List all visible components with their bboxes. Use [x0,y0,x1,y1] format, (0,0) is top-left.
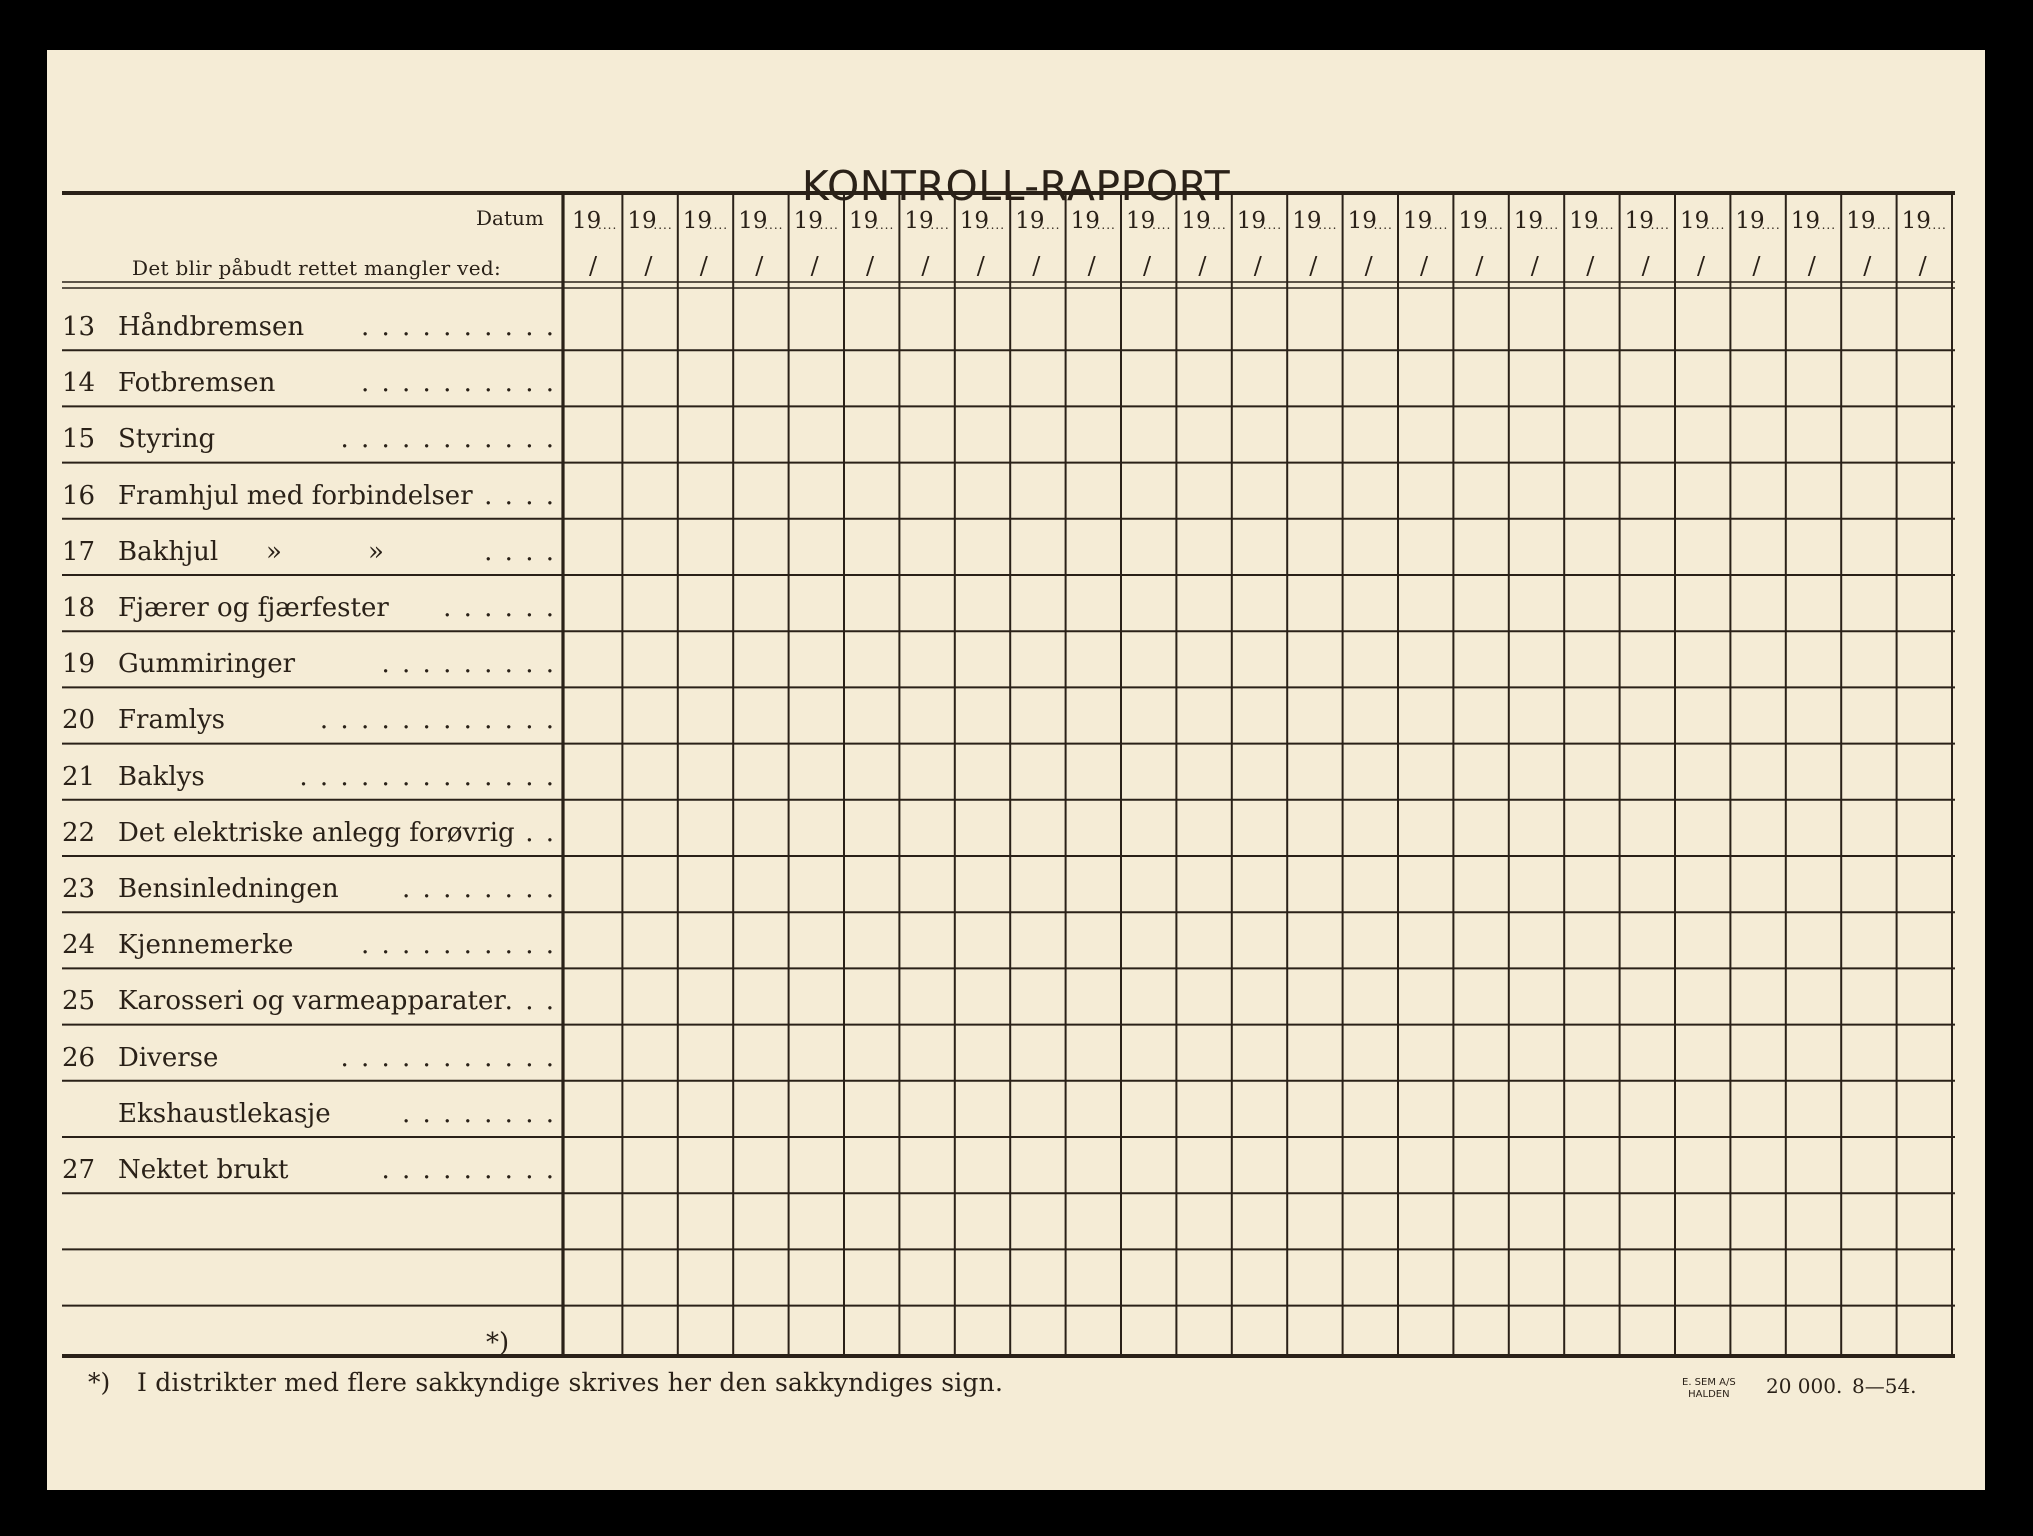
date-separator: / [1253,252,1262,280]
row-number: 17 [62,536,96,567]
row-number: 15 [62,424,96,455]
dot-leader: . . . . . . . . . . [360,312,556,342]
date-separator: / [1807,252,1816,280]
date-separator: / [1697,252,1706,280]
date-separator: / [921,252,930,280]
date-year-dots: .... [1373,218,1393,232]
date-year-dots: .... [1816,218,1837,232]
date-year: 19 [572,208,602,234]
row-label: Fotbremsen [118,368,276,399]
row-number: 16 [62,480,96,511]
date-year: 19 [1790,208,1821,234]
date-separator: / [589,252,598,280]
date-year: 19 [849,208,879,234]
date-year: 19 [1569,208,1599,234]
datum-label: Datum [476,206,544,230]
date-year: 19 [1735,208,1765,234]
date-year: 19 [1347,208,1377,234]
date-year: 19 [1236,208,1267,234]
date-separator: / [1309,252,1318,280]
date-separator: / [699,252,708,280]
row-number: 20 [62,705,96,736]
date-year: 19 [1070,208,1100,234]
date-year-dots: .... [1318,218,1338,232]
row-number: 14 [62,368,96,399]
date-separator: / [1641,252,1650,280]
row-number: 21 [62,761,96,792]
date-year-dots: .... [1872,218,1892,232]
row-label: Styring [118,424,216,455]
dot-leader: . . . . . . . . . . . [340,424,556,455]
date-year: 19 [1403,208,1433,234]
date-year-dots: .... [1706,218,1726,232]
date-year-dots: .... [930,218,950,232]
date-year-dots: .... [875,218,895,232]
row-label: Framlys [118,705,225,736]
date-separator: / [644,252,653,280]
dot-leader: . . . . . . [443,593,556,623]
date-separator: / [1530,252,1539,280]
dot-leader: . . . . . . . . [402,874,556,904]
row-number: 24 [62,930,96,961]
date-separator: / [810,252,819,280]
date-year: 19 [1126,208,1156,234]
date-separator: / [1198,252,1207,280]
date-year-dots: .... [1595,218,1615,232]
date-separator: / [1586,252,1595,280]
date-year-dots: .... [1152,218,1172,232]
date-year: 19 [1513,208,1544,234]
date-separator: / [1752,252,1761,280]
date-year-dots: .... [1650,218,1670,232]
dot-leader: . . . . . . . . . [381,649,556,680]
row-label: Kjennemerke [118,930,294,961]
date-separator: / [1918,252,1927,280]
date-year: 19 [959,208,990,234]
date-year-dots: .... [985,218,1006,232]
date-separator: / [1863,252,1872,280]
row-label: Bakhjul [118,536,219,567]
row-number: 27 [62,1155,96,1185]
printer-city: HALDEN [1688,1389,1730,1400]
date-year: 19 [1181,208,1211,234]
date-separator: / [1143,252,1152,280]
date-year-dots: .... [598,218,618,232]
date-year: 19 [904,208,934,234]
date-separator: / [1420,252,1429,280]
dot-leader: . . . . [484,480,556,511]
row-label: Ekshaustlekasje [118,1098,331,1129]
date-year: 19 [1680,208,1710,234]
date-year-dots: .... [1207,218,1227,232]
row-number: 19 [62,649,96,680]
date-year: 19 [1458,208,1488,234]
footnote-marker: *) [88,1368,111,1397]
date-year: 19 [1015,208,1045,234]
row-label: Nektet brukt [118,1155,289,1185]
signature-marker: *) [486,1327,510,1358]
printer-name: E. SEM A/S [1682,1377,1736,1388]
row-number: 26 [62,1042,96,1073]
date-separator: / [1087,252,1096,280]
date-year: 19 [738,208,768,234]
footnote-text: I distrikter med flere sakkyndige skrives her den sakkyndiges sign. [137,1368,1004,1397]
date-year: 19 [682,208,713,234]
date-year-dots: .... [764,218,784,232]
date-separator: / [1364,252,1373,280]
dot-leader: . . . . . . . . . . . . [319,705,556,736]
date-separator: / [1032,252,1041,280]
row-label: Bensinledningen [118,874,339,904]
row-label: Fjærer og fjærfester [118,593,389,623]
date-separator: / [1475,252,1484,280]
date-year-dots: .... [1761,218,1781,232]
instruction-label: Det blir påbudt rettet mangler ved: [132,256,501,280]
date-year-dots: .... [1429,218,1449,232]
date-year: 19 [1624,208,1654,234]
dot-leader: . . . . [484,536,556,567]
dot-leader: . . . . . . . . . . . [340,1042,556,1073]
dot-leader: . . [525,817,556,848]
date-separator: / [755,252,764,280]
dot-leader: . . . . . . . . . [381,1155,556,1185]
date-year: 19 [1901,208,1931,234]
date-separator: / [976,252,985,280]
date-separator: / [866,252,875,280]
row-number: 22 [62,817,96,848]
dot-leader: . . . [504,986,556,1017]
date-year: 19 [627,208,657,234]
ditto-mark: » [266,536,282,567]
date-year-dots: .... [1539,218,1560,232]
date-year-dots: .... [1041,218,1061,232]
date-year-dots: .... [819,218,839,232]
date-year-dots: .... [653,218,673,232]
row-label: Karosseri og varmeapparater [118,986,506,1017]
row-label: Diverse [118,1042,219,1073]
date-year: 19 [1292,208,1322,234]
row-number: 23 [62,874,96,904]
row-label: Det elektriske anlegg forøvrig [118,817,515,848]
date-year: 19 [793,208,823,234]
row-number: 25 [62,986,96,1017]
page-title: KONTROLL-RAPPORT [801,162,1231,210]
ditto-mark: » [368,536,384,567]
row-label: Framhjul med forbindelser [118,480,473,511]
printer-imprint [1682,1377,1736,1401]
row-label: Baklys [118,761,205,792]
date-year-dots: .... [1484,218,1504,232]
dot-leader: . . . . . . . . . . . . . [299,761,556,792]
row-label: Håndbremsen [118,312,305,342]
dot-leader: . . . . . . . . [402,1098,556,1129]
row-label: Gummiringer [118,649,296,680]
date-year-dots: .... [1262,218,1283,232]
print-run: 20 000. [1766,1374,1843,1398]
print-date: 8—54. [1852,1374,1917,1398]
row-number: 13 [62,312,96,342]
dot-leader: . . . . . . . . . . [360,930,556,961]
date-year-dots: .... [1096,218,1116,232]
row-number: 18 [62,593,96,623]
dot-leader: . . . . . . . . . . [360,368,556,399]
date-year: 19 [1846,208,1876,234]
date-year-dots: .... [708,218,729,232]
date-year-dots: .... [1927,218,1947,232]
